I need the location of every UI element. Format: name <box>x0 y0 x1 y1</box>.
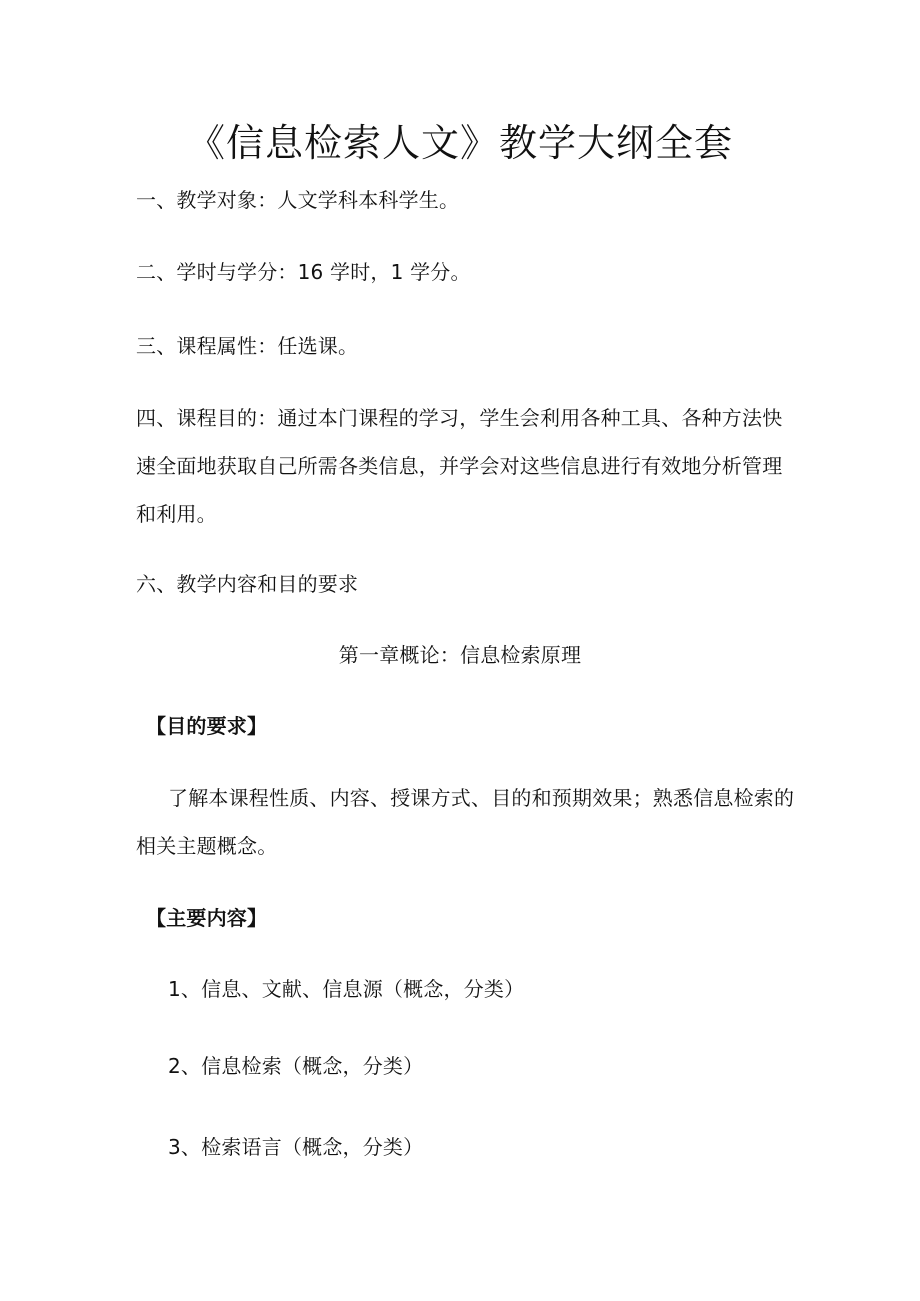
section-course-purpose-line-3: 和利用。 <box>136 502 217 526</box>
chapter-title: 第一章概论：信息检索原理 <box>338 643 582 667</box>
requirements-text-line-2: 相关主题概念。 <box>136 834 278 858</box>
requirements-heading: 【目的要求】 <box>146 714 268 738</box>
list-item: 2、信息检索（概念，分类） <box>168 1054 424 1078</box>
requirements-text-line-1: 了解本课程性质、内容、授课方式、目的和预期效果；熟悉信息检索的 <box>168 786 795 810</box>
section-course-purpose-line-1: 四、课程目的：通过本门课程的学习，学生会利用各种工具、各种方法快 <box>136 406 783 430</box>
section-course-attribute: 三、课程属性：任选课。 <box>136 334 359 358</box>
section-teaching-target: 一、教学对象：人文学科本科学生。 <box>136 188 460 212</box>
list-item: 1、信息、文献、信息源（概念，分类） <box>168 977 525 1001</box>
main-content-heading: 【主要内容】 <box>146 906 268 930</box>
section-content-heading: 六、教学内容和目的要求 <box>136 572 359 596</box>
list-item: 3、检索语言（概念，分类） <box>168 1135 424 1159</box>
section-hours-credits: 二、学时与学分：16 学时，1 学分。 <box>136 260 471 284</box>
document-title: 《信息检索人文》教学大纲全套 <box>186 121 733 165</box>
section-course-purpose-line-2: 速全面地获取自己所需各类信息，并学会对这些信息进行有效地分析管理 <box>136 454 783 478</box>
